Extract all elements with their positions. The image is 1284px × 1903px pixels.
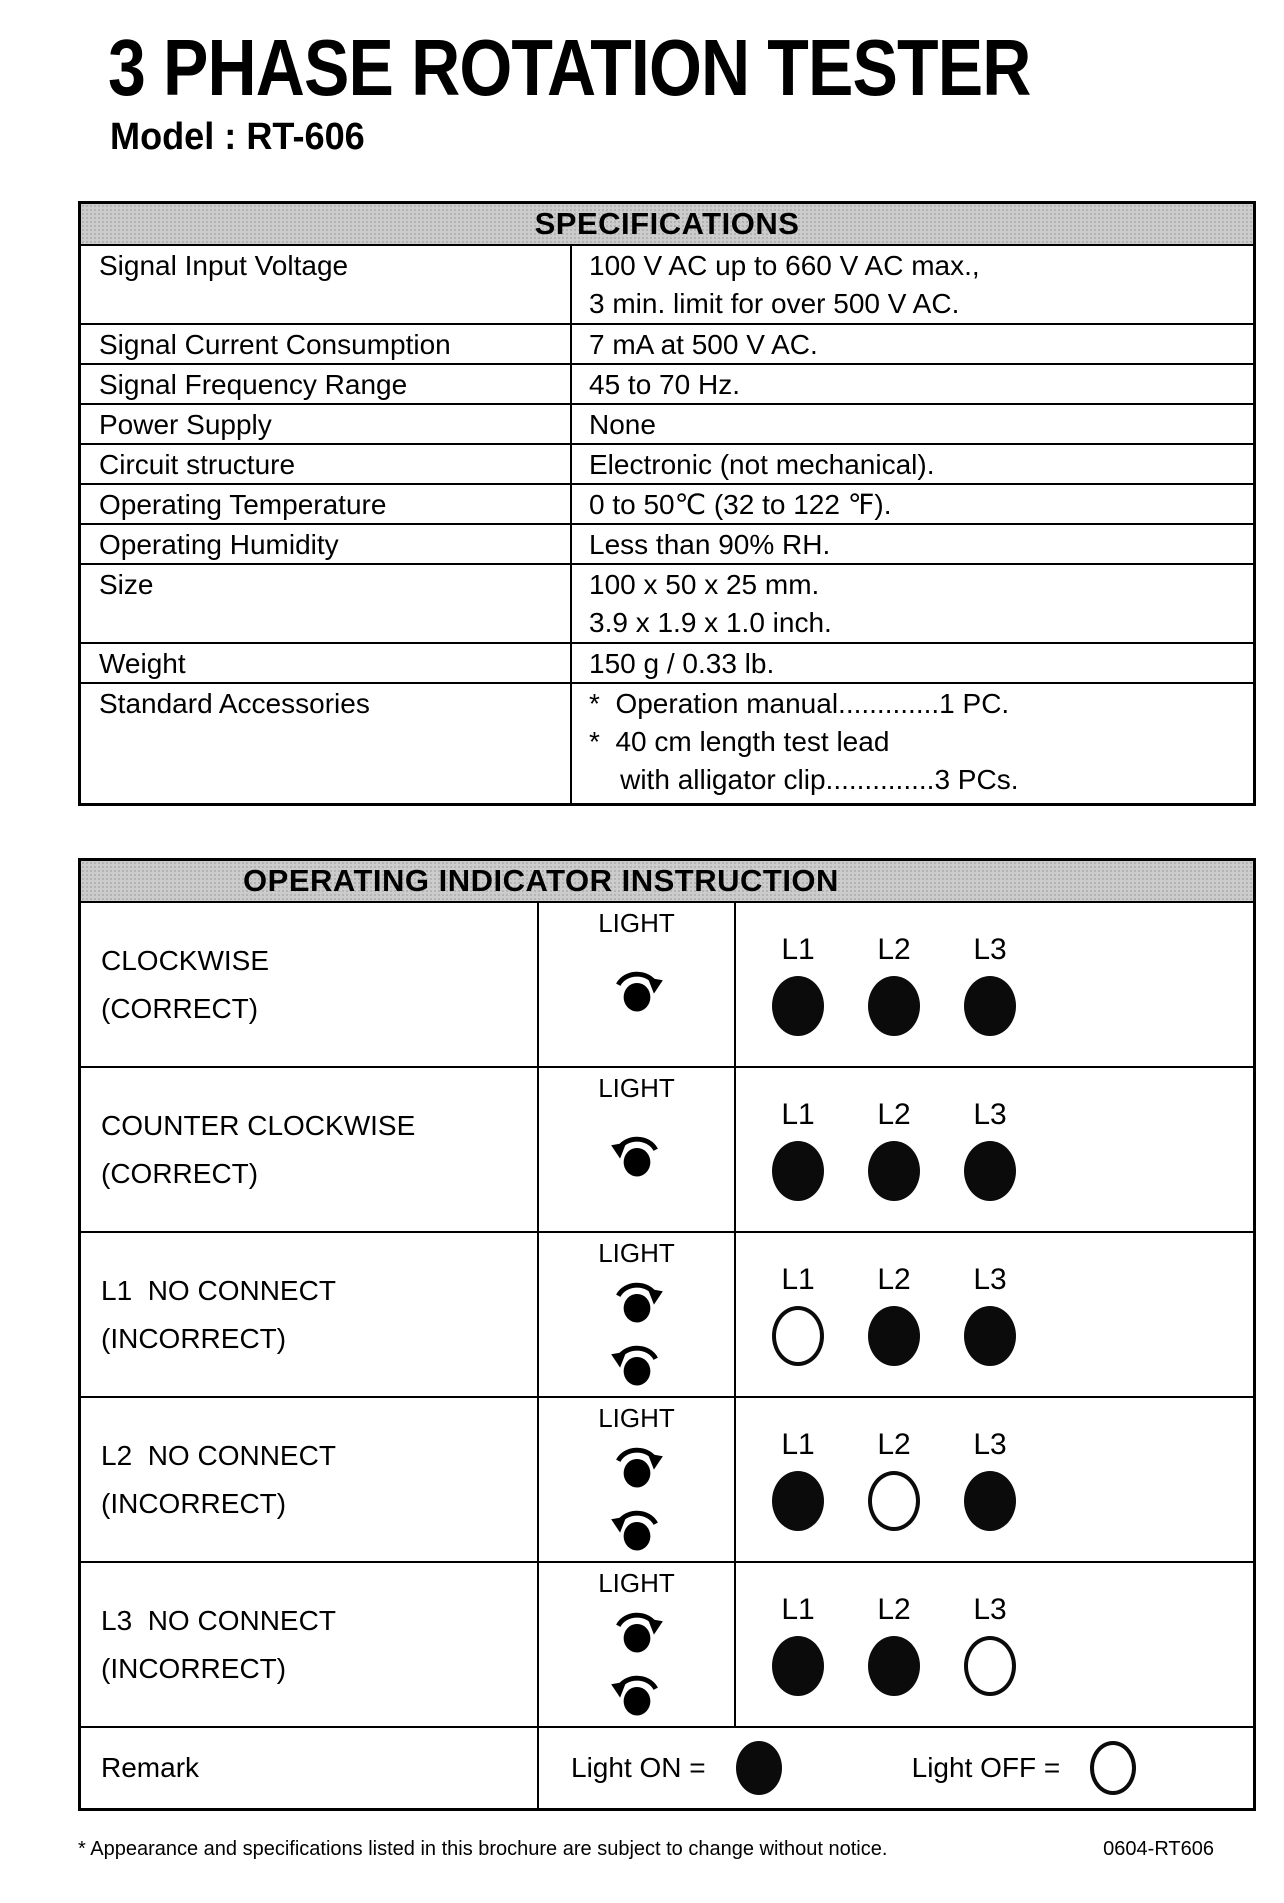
condition-line: CLOCKWISE bbox=[101, 944, 270, 976]
operating-indicator-header bbox=[81, 861, 1253, 903]
phase-lamps bbox=[750, 1471, 1253, 1531]
condition-line: L3 NO CONNECT bbox=[101, 1604, 336, 1636]
condition-name bbox=[81, 1233, 539, 1396]
rotation-arrow-icon bbox=[607, 1269, 667, 1326]
phase-label: L3 bbox=[973, 1593, 1007, 1626]
lamp-indicator bbox=[868, 1471, 920, 1531]
specifications-header: SPECIFICATIONS bbox=[81, 204, 1253, 246]
lamp-cell bbox=[942, 976, 1038, 1036]
page-title: 3 PHASE ROTATION TESTER bbox=[108, 23, 1031, 112]
spec-label: Signal Input Voltage bbox=[81, 246, 572, 323]
lamp-indicator bbox=[964, 1636, 1016, 1696]
lamp-indicator bbox=[772, 976, 824, 1036]
lamp-indicator bbox=[964, 976, 1016, 1036]
phase-label: L3 bbox=[973, 1428, 1007, 1461]
spec-label: Size bbox=[81, 565, 572, 642]
filled-circle-icon bbox=[736, 1741, 782, 1795]
rotation-arrow-icon bbox=[607, 1434, 667, 1491]
table-row bbox=[81, 405, 1253, 445]
condition-name bbox=[81, 1068, 539, 1231]
specifications-table bbox=[78, 201, 1256, 806]
light-label: LIGHT bbox=[598, 908, 675, 938]
light-cell bbox=[539, 1233, 736, 1396]
spec-value-line: 7 mA at 500 V AC. bbox=[589, 329, 818, 360]
spec-value-line: 100 x 50 x 25 mm. bbox=[589, 569, 820, 600]
condition-line: (INCORRECT) bbox=[101, 1652, 287, 1684]
lamp-cell bbox=[942, 1306, 1038, 1366]
rotation-arrow-icon bbox=[607, 1332, 667, 1389]
rotation-arrow-icon bbox=[607, 1662, 667, 1719]
lamp-indicator bbox=[868, 1306, 920, 1366]
spec-value bbox=[572, 405, 1253, 443]
spec-label: Signal Current Consumption bbox=[81, 325, 572, 363]
lamp-indicator bbox=[772, 1306, 824, 1366]
condition-line: (CORRECT) bbox=[101, 992, 259, 1024]
spec-value-line: 150 g / 0.33 lb. bbox=[589, 648, 775, 679]
phase-labels bbox=[750, 1263, 1253, 1297]
model-number: Model : RT-606 bbox=[110, 116, 365, 158]
spec-value bbox=[572, 644, 1253, 682]
spec-value bbox=[572, 565, 1253, 642]
spec-value bbox=[572, 525, 1253, 563]
open-circle-icon bbox=[1090, 1741, 1136, 1795]
page-footer bbox=[78, 1838, 1250, 1861]
phase-lamps-cell bbox=[736, 1398, 1253, 1561]
light-label: LIGHT bbox=[598, 1073, 675, 1103]
table-row bbox=[81, 644, 1253, 684]
spec-value-line: 3.9 x 1.9 x 1.0 inch. bbox=[589, 607, 832, 638]
rotation-arrow-icon bbox=[607, 1497, 667, 1554]
remark-label-cell bbox=[81, 1728, 539, 1808]
lamp-cell bbox=[942, 1471, 1038, 1531]
light-label: LIGHT bbox=[598, 1568, 675, 1598]
operating-indicator-header-text: OPERATING INDICATOR INSTRUCTION bbox=[243, 863, 839, 898]
spec-label: Circuit structure bbox=[81, 445, 572, 483]
indicator-row-l2-no-connect bbox=[81, 1398, 1253, 1563]
spec-label: Weight bbox=[81, 644, 572, 682]
light-label: LIGHT bbox=[598, 1403, 675, 1433]
lamp-cell bbox=[942, 1141, 1038, 1201]
spec-value-line: 3 min. limit for over 500 V AC. bbox=[589, 288, 960, 319]
table-row bbox=[81, 525, 1253, 565]
phase-label: L1 bbox=[781, 1098, 815, 1131]
light-label: LIGHT bbox=[598, 1238, 675, 1268]
lamp-indicator bbox=[772, 1141, 824, 1201]
footer-note: * Appearance and specifications listed in this brochure are subject to change without notice. bbox=[78, 1838, 888, 1860]
lamp-indicator bbox=[868, 976, 920, 1036]
phase-label: L2 bbox=[877, 1593, 911, 1626]
table-row bbox=[81, 325, 1253, 365]
spec-value-line: with alligator clip..............3 PCs. bbox=[589, 764, 1019, 795]
condition-line: L2 NO CONNECT bbox=[101, 1439, 336, 1471]
phase-label: L3 bbox=[973, 1098, 1007, 1131]
condition-name bbox=[81, 1398, 539, 1561]
light-on-label: Light ON = bbox=[571, 1752, 706, 1783]
indicator-row-l3-no-connect bbox=[81, 1563, 1253, 1728]
phase-label: L2 bbox=[877, 1098, 911, 1131]
condition-line: L1 NO CONNECT bbox=[101, 1274, 336, 1306]
lamp-cell bbox=[750, 976, 846, 1036]
table-row bbox=[81, 445, 1253, 485]
lamp-indicator bbox=[964, 1471, 1016, 1531]
light-cell bbox=[539, 1398, 736, 1561]
rotation-arrow-icon bbox=[607, 1599, 667, 1656]
phase-label: L1 bbox=[781, 1428, 815, 1461]
phase-lamps-cell bbox=[736, 1068, 1253, 1231]
light-off-label: Light OFF = bbox=[911, 1752, 1061, 1783]
table-row bbox=[81, 565, 1253, 644]
spec-value bbox=[572, 684, 1253, 803]
lamp-cell bbox=[846, 1306, 942, 1366]
table-row bbox=[81, 485, 1253, 525]
condition-name bbox=[81, 903, 539, 1066]
phase-lamps-cell bbox=[736, 1563, 1253, 1726]
spec-label: Operating Temperature bbox=[81, 485, 572, 523]
table-row bbox=[81, 246, 1253, 325]
phase-lamps bbox=[750, 1141, 1253, 1201]
condition-line: (CORRECT) bbox=[101, 1157, 259, 1189]
light-cell bbox=[539, 1563, 736, 1726]
condition-line: (INCORRECT) bbox=[101, 1322, 287, 1354]
lamp-cell bbox=[846, 1636, 942, 1696]
spec-label: Signal Frequency Range bbox=[81, 365, 572, 403]
lamp-cell bbox=[846, 1471, 942, 1531]
condition-line: COUNTER CLOCKWISE bbox=[101, 1109, 416, 1141]
lamp-indicator bbox=[868, 1636, 920, 1696]
phase-lamps bbox=[750, 1306, 1253, 1366]
indicator-row-l1-no-connect bbox=[81, 1233, 1253, 1398]
lamp-cell bbox=[846, 976, 942, 1036]
lamp-cell bbox=[750, 1306, 846, 1366]
rotation-arrow-icon bbox=[607, 958, 667, 1015]
lamp-indicator bbox=[772, 1471, 824, 1531]
spec-value bbox=[572, 246, 1253, 323]
condition-name bbox=[81, 1563, 539, 1726]
spec-label: Operating Humidity bbox=[81, 525, 572, 563]
phase-label: L2 bbox=[877, 1428, 911, 1461]
remark-legend bbox=[539, 1728, 1253, 1808]
remark-row bbox=[81, 1728, 1253, 1808]
phase-label: L1 bbox=[781, 933, 815, 966]
phase-lamps bbox=[750, 1636, 1253, 1696]
phase-lamps-cell bbox=[736, 903, 1253, 1066]
phase-label: L3 bbox=[973, 933, 1007, 966]
spec-value bbox=[572, 445, 1253, 483]
phase-labels bbox=[750, 933, 1253, 967]
spec-label: Standard Accessories bbox=[81, 684, 572, 803]
spec-value-line: Electronic (not mechanical). bbox=[589, 449, 935, 480]
operating-indicator-table bbox=[78, 858, 1256, 1811]
phase-label: L1 bbox=[781, 1593, 815, 1626]
remark-label: Remark bbox=[101, 1752, 200, 1783]
spec-value-line: * 40 cm length test lead bbox=[589, 726, 890, 757]
spec-value-line: * Operation manual.............1 PC. bbox=[589, 688, 1010, 719]
footer-document-code: 0604-RT606 bbox=[1103, 1838, 1214, 1860]
rotation-arrow-icon bbox=[607, 1123, 667, 1180]
light-cell bbox=[539, 1068, 736, 1231]
lamp-cell bbox=[942, 1636, 1038, 1696]
spec-value-line: 45 to 70 Hz. bbox=[589, 369, 740, 400]
spec-value-line: 0 to 50℃ (32 to 122 ℉). bbox=[589, 489, 892, 520]
spec-label: Power Supply bbox=[81, 405, 572, 443]
lamp-indicator bbox=[868, 1141, 920, 1201]
lamp-cell bbox=[750, 1636, 846, 1696]
lamp-cell bbox=[750, 1471, 846, 1531]
phase-label: L2 bbox=[877, 1263, 911, 1296]
table-row bbox=[81, 684, 1253, 803]
lamp-indicator bbox=[964, 1141, 1016, 1201]
condition-line: (INCORRECT) bbox=[101, 1487, 287, 1519]
spec-value bbox=[572, 485, 1253, 523]
phase-labels bbox=[750, 1428, 1253, 1462]
spec-value-line: 100 V AC up to 660 V AC max., bbox=[589, 250, 980, 281]
lamp-indicator bbox=[772, 1636, 824, 1696]
table-row bbox=[81, 365, 1253, 405]
spec-value bbox=[572, 365, 1253, 403]
light-cell bbox=[539, 903, 736, 1066]
spec-value bbox=[572, 325, 1253, 363]
phase-label: L1 bbox=[781, 1263, 815, 1296]
spec-value-line: Less than 90% RH. bbox=[589, 529, 831, 560]
phase-labels bbox=[750, 1098, 1253, 1132]
indicator-row-counter-clockwise bbox=[81, 1068, 1253, 1233]
indicator-row-clockwise bbox=[81, 903, 1253, 1068]
phase-lamps-cell bbox=[736, 1233, 1253, 1396]
lamp-cell bbox=[846, 1141, 942, 1201]
phase-lamps bbox=[750, 976, 1253, 1036]
spec-value-line: None bbox=[589, 409, 656, 440]
phase-label: L3 bbox=[973, 1263, 1007, 1296]
lamp-cell bbox=[750, 1141, 846, 1201]
phase-label: L2 bbox=[877, 933, 911, 966]
lamp-indicator bbox=[964, 1306, 1016, 1366]
phase-labels bbox=[750, 1593, 1253, 1627]
